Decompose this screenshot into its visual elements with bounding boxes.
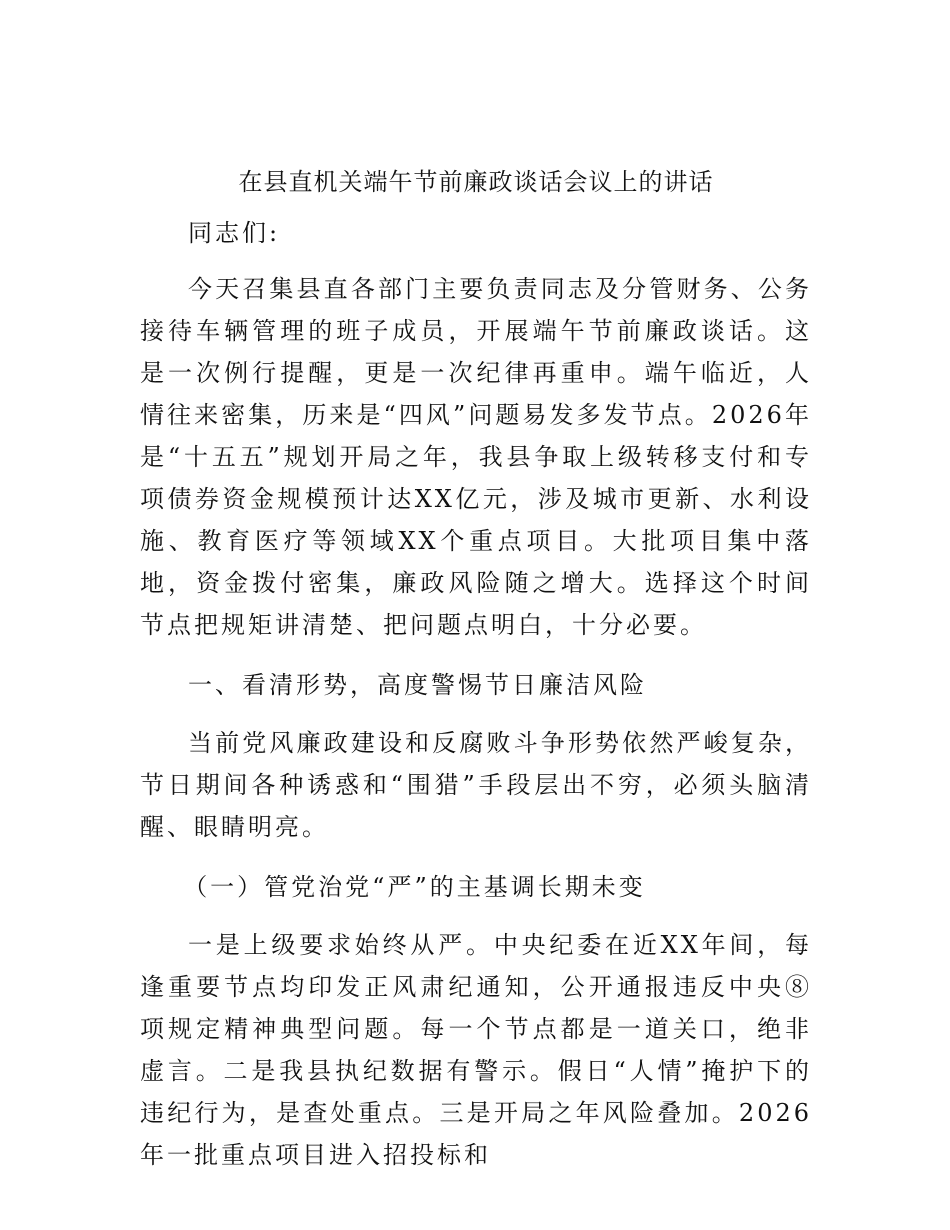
section-1-paragraph: 当前党风廉政建设和反腐败斗争形势依然严峻复杂，节日期间各种诱惑和“围猎”手段层出不穷，必须头脑清醒、眼睛明亮。 [140,729,812,841]
intro-paragraph: 今天召集县直各部门主要负责同志及分管财务、公务接待车辆管理的班子成员，开展端午节前廉政谈话。这是一次例行提醒，更是一次纪律再重申。端午临近，人情往来密集，历来是“四风”问题易发多发节点。2026年是“十五五”规划开局之年，我县争取上级转移支付和专项债券资金规模预计达XX亿元，涉及城市更新、水利设施、教育医疗等领域XX个重点项目。大批项目集中落地，资金拨付密集，廉政风险随之增大。选择这个时间节点把规矩讲清楚、把问题点明白，十分必要。 [140,275,812,639]
document-title: 在县直机关端午节前廉政谈话会议上的讲话 [238,168,714,196]
document-body [140,162,812,1194]
section-heading-1: 一、看清形势，高度警惕节日廉洁风险 [188,671,647,699]
greeting: 同志们: [188,219,281,247]
subsection-1-paragraph: 一是上级要求始终从严。中央纪委在近XX年间，每逢重要节点均印发正风肃纪通知，公开通报违反中央⑧项规定精神典型问题。每一个节点都是一道关口，绝非虚言。二是我县执纪数据有警示。假日“人情”掩护下的违纪行为，是查处重点。三是开局之年风险叠加。2026年一批重点项目进入招投标和 [140,931,812,1169]
subsection-heading-1: （一）管党治党“严”的主基调长期未变 [183,873,646,901]
